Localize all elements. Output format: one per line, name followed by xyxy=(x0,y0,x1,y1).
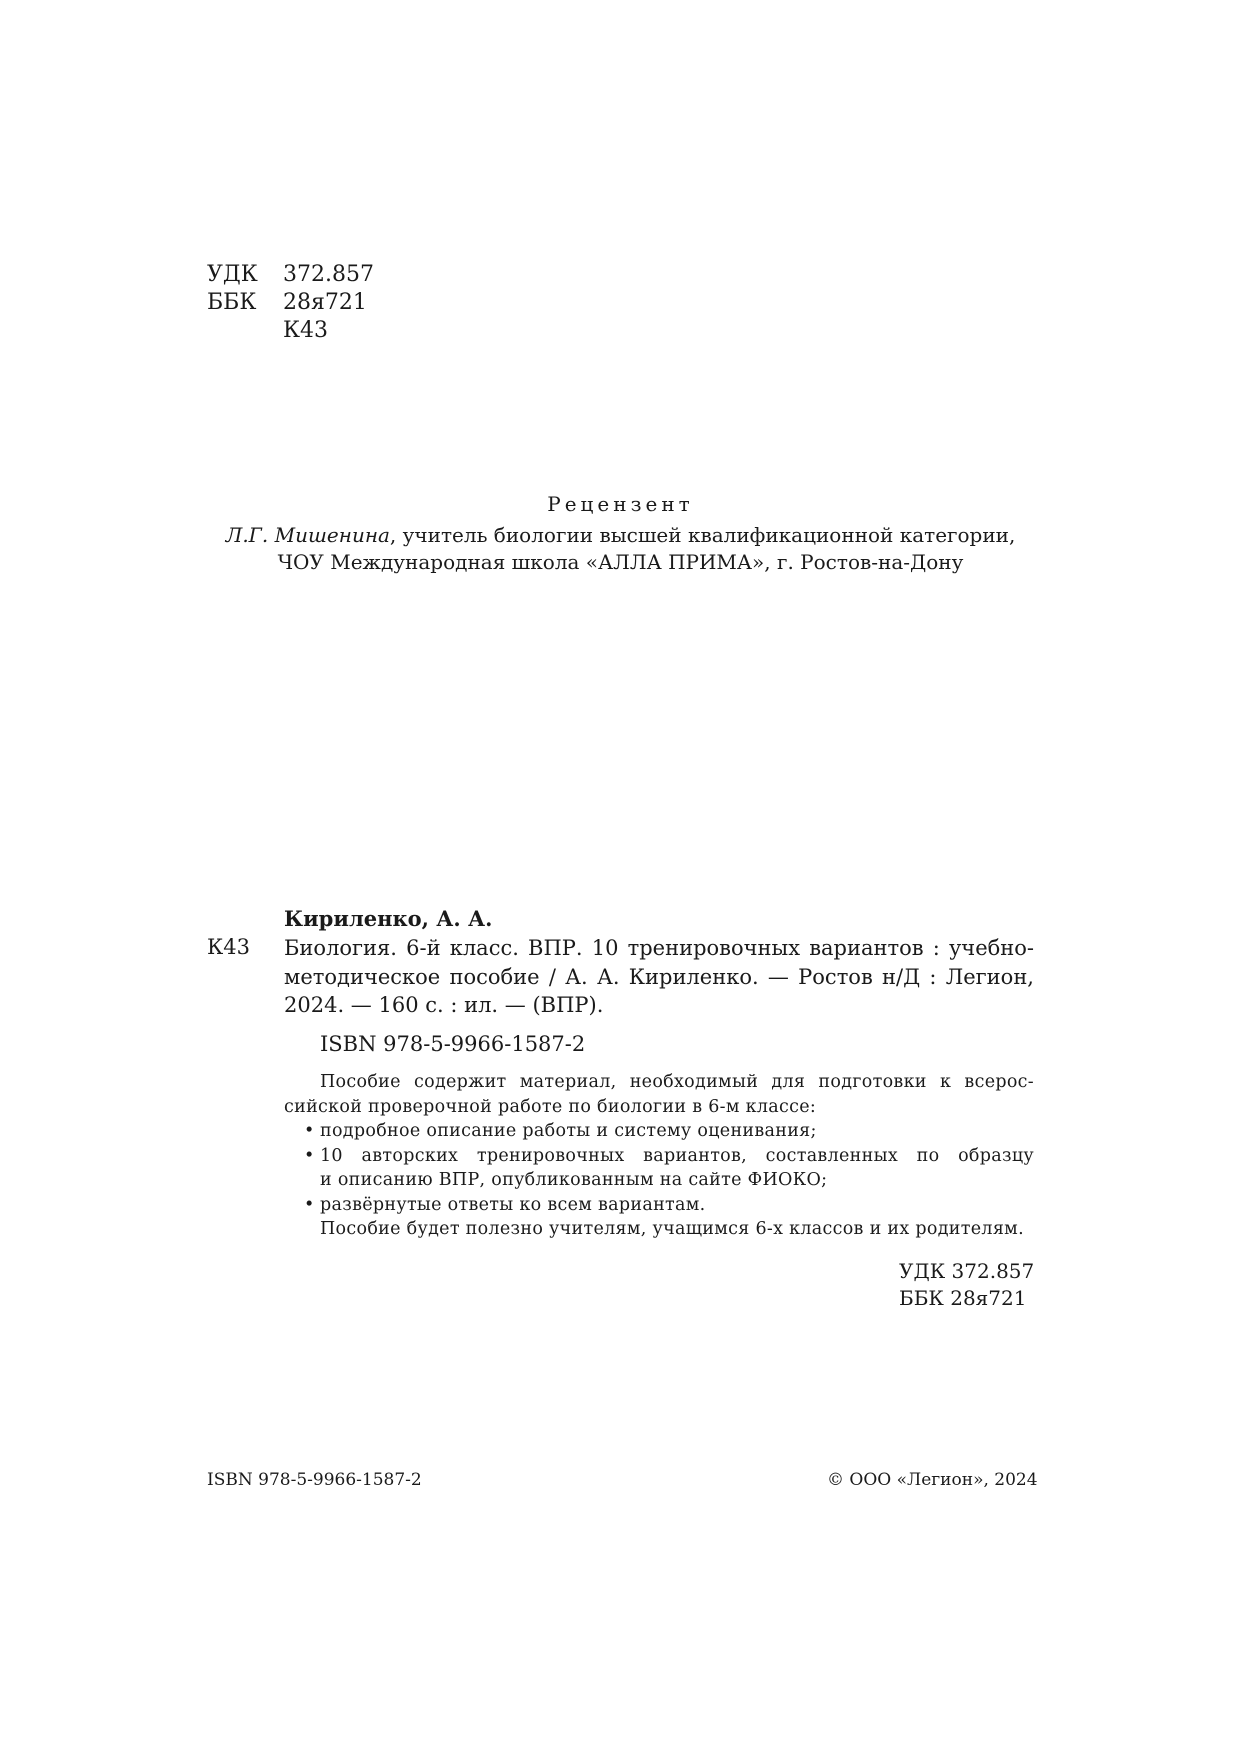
bullet-icon: • xyxy=(304,1121,315,1141)
book-author: Кириленко, А. А. xyxy=(284,906,493,931)
footer-bbk: ББК 28я721 xyxy=(899,1286,1027,1310)
annotation-intro-line: сийской проверочной работе по биологии в 6-м классе: xyxy=(284,1096,817,1117)
reviewer-title: Рецензент xyxy=(547,492,694,516)
annotation xyxy=(284,1070,1034,1242)
author-mark-row xyxy=(207,318,328,344)
bbk-value: 28я721 xyxy=(283,290,367,315)
bullet-icon: • xyxy=(304,1145,315,1166)
footer-udk: УДК 372.857 xyxy=(899,1259,1035,1283)
bullet-icon: • xyxy=(304,1194,315,1215)
bbk-label: ББК xyxy=(207,290,257,315)
annotation-bullet-item: • развёрнутые ответы ко всем вариантам. xyxy=(284,1193,1034,1218)
bibliographic-code: К43 xyxy=(207,935,250,959)
udk-label: УДК xyxy=(207,262,258,287)
author-mark: К43 xyxy=(283,318,329,343)
bbk-row xyxy=(207,290,367,316)
udk-value: 372.857 xyxy=(283,262,374,287)
udk-row xyxy=(207,262,374,288)
annotation-bullet-item: • 10 авторских тренировочных вариантов, составленных по образцу и описанию ВПР, опубликованным на сайте ФИОКО; xyxy=(304,1145,1034,1190)
reviewer-line-1 xyxy=(0,522,1241,548)
reviewer-description: , учитель биологии высшей квалификационной категории, xyxy=(389,523,1016,547)
annotation-intro-line: Пособие содержит материал, необходимый для подготовки к всерос- xyxy=(320,1072,1034,1092)
bibliographic-line: 2024. — 160 с. : ил. — (ВПР). xyxy=(284,993,604,1017)
annotation-closing: Пособие будет полезно учителям, учащимся 6-х классов и их родителям. xyxy=(320,1219,1024,1239)
bibliographic-description xyxy=(284,934,1034,1020)
footer-isbn: ISBN 978-5-9966-1587-2 xyxy=(207,1470,422,1490)
annotation-bullet-item: • подробное описание работы и систему оценивания; xyxy=(284,1119,1034,1144)
isbn: ISBN 978-5-9966-1587-2 xyxy=(320,1032,586,1056)
reviewer-line-2: ЧОУ Международная школа «АЛЛА ПРИМА», г. Ростов-на-Дону xyxy=(277,550,964,574)
bibliographic-line: методическое пособие / А. А. Кириленко. — Ростов н/Д : Легион, xyxy=(284,964,1034,989)
copyright: © ООО «Легион», 2024 xyxy=(827,1470,1038,1490)
reviewer-name: Л.Г. Мишенина xyxy=(225,523,390,547)
bibliographic-line: Биология. 6-й класс. ВПР. 10 тренировочных вариантов : учебно- xyxy=(284,936,1034,960)
